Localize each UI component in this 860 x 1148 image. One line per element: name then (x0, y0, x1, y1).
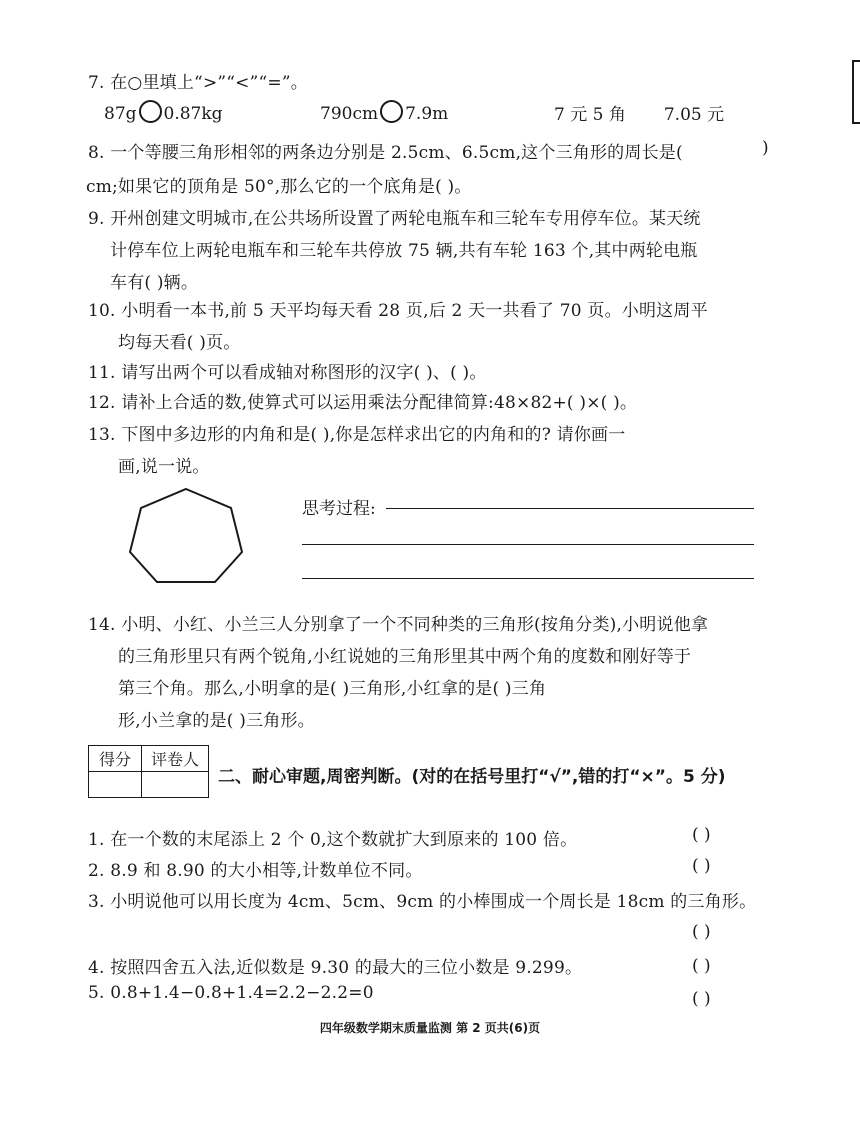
q8-line1-end: ) (762, 138, 769, 158)
answer-line-1[interactable] (386, 508, 754, 509)
q12-text: 12. 请补上合适的数,使算式可以运用乘法分配律简算:48×82+( )×( )。 (88, 393, 638, 413)
q10-line2: 均每天看( )页。 (118, 333, 241, 353)
judge-item-2: 2. 8.9 和 8.90 的大小相等,计数单位不同。 (88, 861, 423, 881)
judge-answer-1[interactable]: ( ) (692, 825, 711, 845)
q8-line2: cm;如果它的顶角是 50°,那么它的一个底角是( )。 (86, 177, 472, 197)
score-cell[interactable] (89, 772, 142, 798)
q9-line3: 车有( )辆。 (110, 273, 199, 293)
q7-stem: 7. 在○里填上“>”“<”“=”。 (88, 73, 308, 93)
compare-circle-1[interactable] (139, 100, 162, 123)
q7-item3-right: 7.05 元 (663, 105, 725, 125)
q9-line1: 9. 开州创建文明城市,在公共场所设置了两轮电瓶车和三轮车专用停车位。某天统 (88, 209, 701, 229)
heptagon-figure (124, 486, 248, 586)
judge-item-1: 1. 在一个数的末尾添上 2 个 0,这个数就扩大到原来的 100 倍。 (88, 830, 578, 850)
judge-answer-2[interactable]: ( ) (692, 856, 711, 876)
q14-line3: 第三个角。那么,小明拿的是( )三角形,小红拿的是( )三角 (118, 679, 547, 699)
judge-answer-3[interactable]: ( ) (692, 922, 711, 942)
q7-compare-2 (320, 100, 448, 124)
q11-text: 11. 请写出两个可以看成轴对称图形的汉字( )、( )。 (88, 363, 487, 383)
grader-header: 评卷人 (142, 746, 209, 772)
q7-item3-left: 7 元 5 角 (554, 105, 626, 125)
judge-answer-5[interactable]: ( ) (692, 989, 711, 1009)
section2-title: 二、耐心审题,周密判断。(对的在括号里打“√”,错的打“×”。5 分) (218, 767, 726, 787)
q14-line2: 的三角形里只有两个锐角,小红说她的三角形里其中两个角的度数和刚好等于 (118, 647, 692, 667)
compare-circle-3[interactable] (628, 101, 662, 124)
page-footer: 四年级数学期末质量监测 第 2 页共(6)页 (319, 1021, 541, 1035)
answer-line-3[interactable] (302, 578, 754, 579)
q7-item2-right: 7.9m (405, 104, 449, 124)
score-table (88, 745, 209, 798)
q7-item2-left: 790cm (320, 104, 379, 124)
q10-line1: 10. 小明看一本书,前 5 天平均每天看 28 页,后 2 天一共看了 70 页。小明这周平 (88, 301, 708, 321)
q13-line1: 13. 下图中多边形的内角和是( ),你是怎样求出它的内角和的? 请你画一 (88, 425, 626, 445)
grader-cell[interactable] (142, 772, 209, 798)
judge-answer-4[interactable]: ( ) (692, 956, 711, 976)
q8-line1: 8. 一个等腰三角形相邻的两条边分别是 2.5cm、6.5cm,这个三角形的周长是( (88, 143, 683, 163)
judge-item-4: 4. 按照四舍五入法,近似数是 9.30 的最大的三位小数是 9.299。 (88, 958, 583, 978)
q7-compare-3 (554, 100, 724, 125)
q14-line1: 14. 小明、小红、小兰三人分别拿了一个不同种类的三角形(按角分类),小明说他拿 (88, 615, 709, 635)
q14-line4: 形,小兰拿的是( )三角形。 (118, 711, 315, 731)
judge-item-3: 3. 小明说他可以用长度为 4cm、5cm、9cm 的小棒围成一个周长是 18cm 的三角形。 (88, 892, 757, 912)
q13-line2: 画,说一说。 (118, 457, 210, 477)
think-process-label: 思考过程: (302, 499, 376, 519)
score-header: 得分 (89, 746, 142, 772)
q7-item1-left: 87g (104, 104, 137, 124)
q7-compare-1 (104, 100, 223, 124)
judge-item-5: 5. 0.8+1.4−0.8+1.4=2.2−2.2=0 (88, 983, 374, 1003)
margin-box (852, 60, 860, 124)
q9-line2: 计停车位上两轮电瓶车和三轮车共停放 75 辆,共有车轮 163 个,其中两轮电瓶 (110, 241, 698, 261)
answer-line-2[interactable] (302, 544, 754, 545)
q7-item1-right: 0.87kg (163, 104, 223, 124)
compare-circle-2[interactable] (380, 100, 403, 123)
